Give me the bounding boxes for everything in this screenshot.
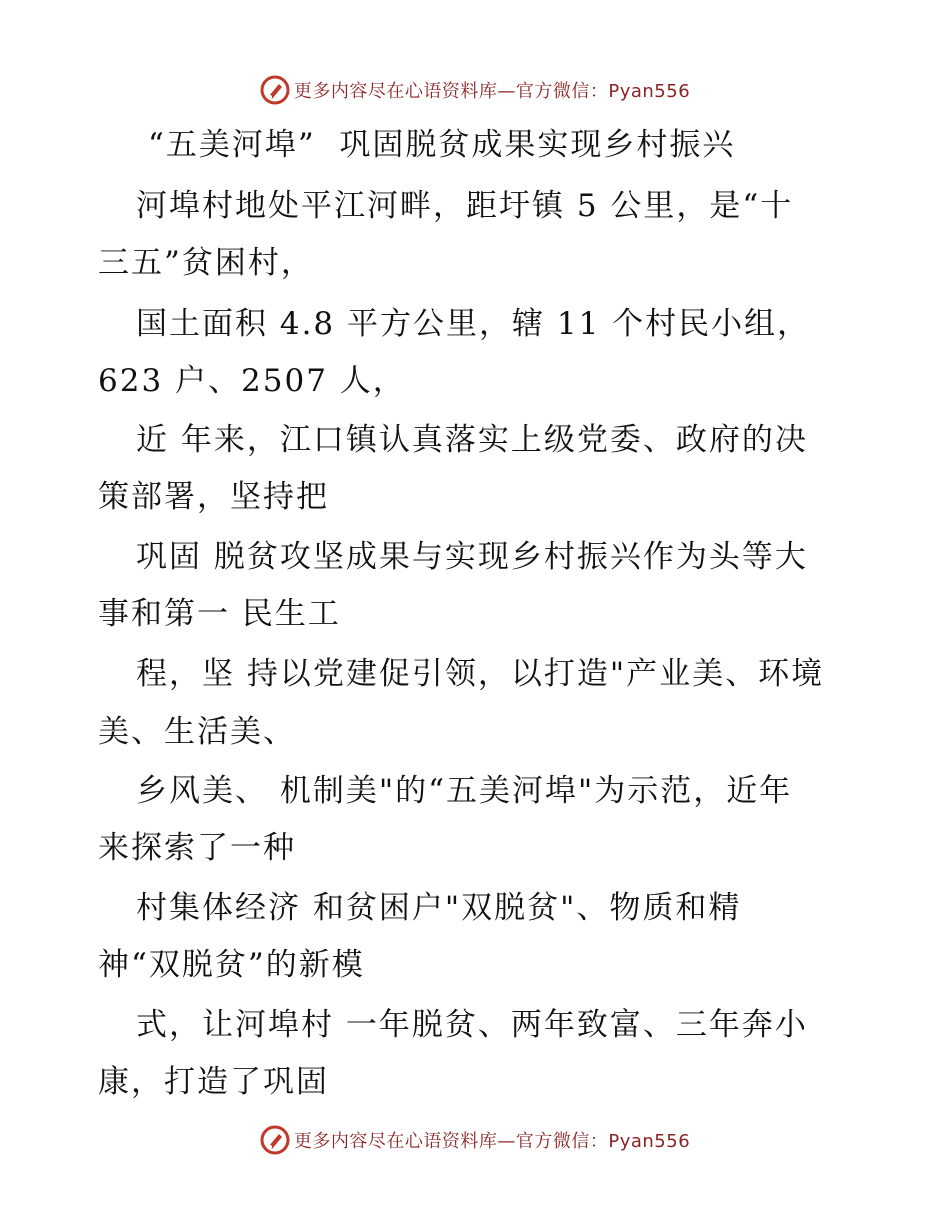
pen-logo-icon: [260, 75, 290, 105]
paragraph-line: 程，坚 持以党建促引领，以打造"产业美、环境: [136, 656, 825, 692]
paragraph-line: 事和第一 民生工: [98, 596, 341, 632]
banner-wechat: 官方微信：Pyan556: [515, 81, 691, 102]
footer-banner: [0, 1120, 950, 1160]
paragraph-line: 623 户、2507 人，: [98, 363, 406, 399]
paragraph-line: 巩固 脱贫攻坚成果与实现乡村振兴作为头等大: [136, 539, 808, 575]
paragraph-line: 美、生活美、: [98, 714, 296, 750]
banner-dash: —: [497, 81, 516, 102]
paragraph-line: 来探索了一种: [98, 830, 296, 866]
paragraph-line: 策部署，坚持把: [98, 479, 329, 515]
paragraph-line: 康，打造了巩固: [98, 1064, 329, 1100]
paragraph-line: 式，让河埠村 一年脱贫、两年致富、三年奔小: [136, 1007, 808, 1043]
paragraph-line: 村集体经济 和贫困户"双脱贫"、物质和精: [136, 890, 742, 926]
paragraph-line: 近 年来，江口镇认真落实上级党委、政府的决: [136, 422, 808, 458]
banner-site-name: 更多内容尽在心语资料库: [293, 81, 498, 102]
paragraph-line: 三五”贫困村，: [98, 245, 314, 281]
paragraph-line: 乡风美、 机制美"的“五美河埠"为示范，近年: [136, 773, 793, 809]
paragraph-line: 神“双脱贫”的新模: [98, 947, 365, 983]
banner-text: [294, 1127, 690, 1153]
header-banner: [0, 70, 950, 110]
pen-logo-icon: [260, 1125, 290, 1155]
banner-wechat: 官方微信：Pyan556: [515, 1131, 691, 1152]
paragraph-line: 国土面积 4.8 平方公里，辖 11 个村民小组，: [136, 306, 811, 342]
banner-site-name: 更多内容尽在心语资料库: [293, 1131, 498, 1152]
banner-dash: —: [497, 1131, 516, 1152]
banner-text: [294, 77, 690, 103]
paragraph-line: 河埠村地处平江河畔，距圩镇 5 公里，是“十: [136, 188, 794, 224]
document-title: “五美河埠” 巩固脱贫成果实现乡村振兴: [148, 127, 736, 163]
